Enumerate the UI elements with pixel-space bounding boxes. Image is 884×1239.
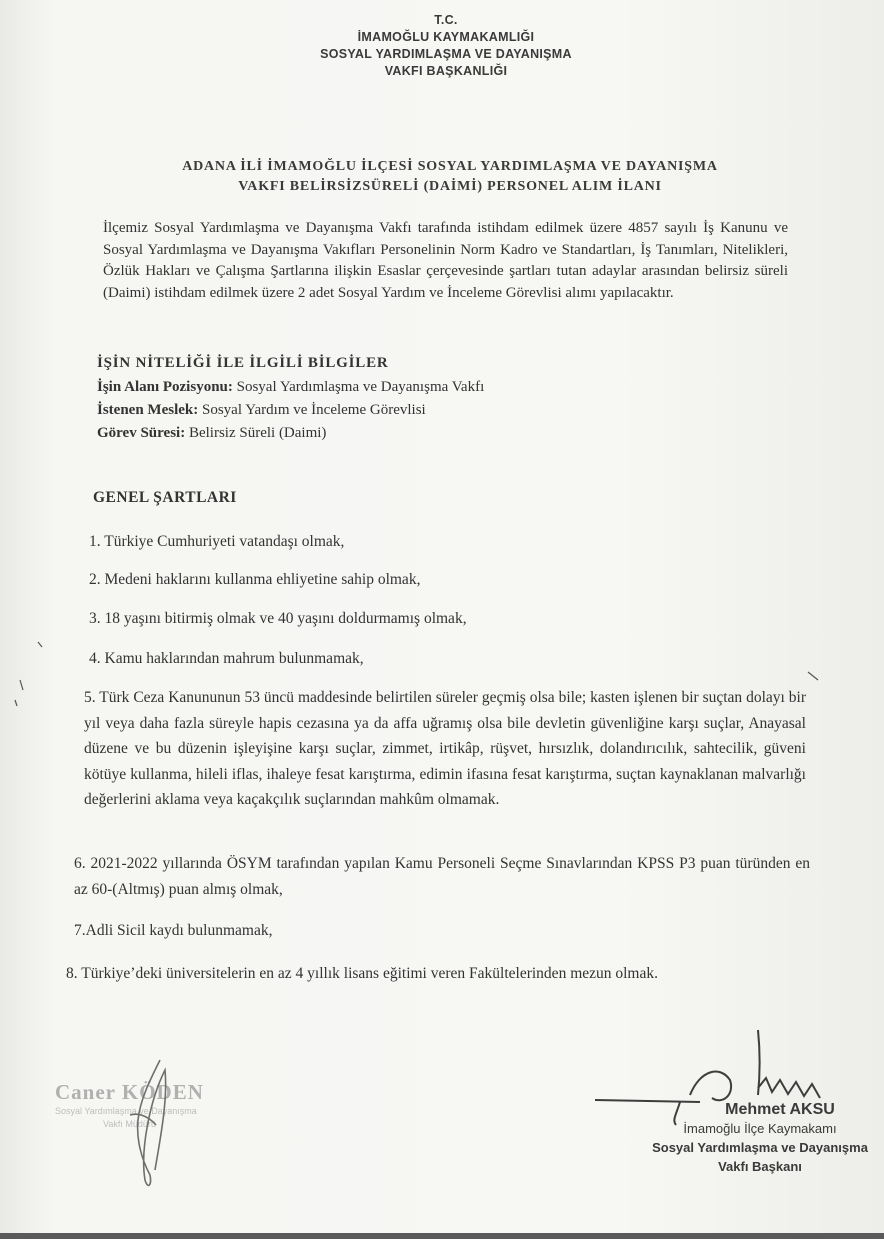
letterhead-line-1: T.C. <box>434 13 458 27</box>
general-conditions-heading: GENEL ŞARTLARI <box>93 489 237 506</box>
job-info-heading: İŞİN NİTELİĞİ İLE İLGİLİ BİLGİLER <box>97 355 389 371</box>
condition-item-5: 5. Türk Ceza Kanununun 53 üncü maddesinde belirtilen süreler geçmiş olsa bile; kasten işlenen bir suçtan dolayı bir yıl veya daha fazla süreyle hapis cezasına ya da affa uğramış olsa bile devletin güvenliğine karşı suçlar, Anayasal düzene ve bu düzenin işleyişine karşı suçlar, zimmet, irtikâp, rüşvet, hırsızlık, dolandırıcılık, sahtecilik, güveni kötüye kullanma, hileli iflas, ihaleye fesat karıştırma, edimin ifasına fesat karıştırma, suçtan kaynaklanan malvarlığı değerlerini aklama veya kaçakçılık suçlarından mahkûm olmamak. <box>84 689 806 808</box>
condition-item-8: 8. Türkiye’deki üniversitelerin en az 4 yıllık lisans eğitimi veren Fakültelerinden mezun olmak. <box>66 965 658 982</box>
profession-row <box>97 399 797 422</box>
condition-item-6: 6. 2021-2022 yıllarında ÖSYM tarafından yapılan Kamu Personeli Seçme Sınavlarından KPSS P3 puan türünden en az 60-(Altmış) puan almış olmak, <box>74 855 810 898</box>
duration-value: Belirsiz Süreli (Daimi) <box>188 425 327 441</box>
right-signer-name: Mehmet AKSU <box>725 1101 835 1118</box>
right-signer-line-2: Sosyal Yardımlaşma ve Dayanışma <box>652 1140 868 1155</box>
right-signature-block <box>640 1100 880 1176</box>
condition-item-3: 3. 18 yaşını bitirmiş olmak ve 40 yaşını doldurmamış olmak, <box>89 610 467 627</box>
letterhead-line-4: VAKFI BAŞKANLIĞI <box>384 64 508 78</box>
title-line-1: ADANA İLİ İMAMOĞLU İLÇESİ SOSYAL YARDIMLAŞMA VE DAYANIŞMA <box>182 159 718 174</box>
right-signer-line-1: İmamoğlu İlçe Kaymakamı <box>683 1121 837 1136</box>
left-signer-line-1: Sosyal Yardımlaşma ve Dayanışma <box>55 1106 197 1116</box>
profession-label: İstenen Meslek: <box>97 402 199 418</box>
letterhead <box>0 12 884 80</box>
condition-item-2: 2. Medeni haklarını kullanma ehliyetine sahip olmak, <box>89 571 421 588</box>
profession-value: Sosyal Yardım ve İnceleme Görevlisi <box>202 402 426 418</box>
duration-label: Görev Süresi: <box>97 425 186 441</box>
letterhead-line-2: İMAMOĞLU KAYMAKAMLIĞI <box>357 30 535 44</box>
duration-row <box>97 422 797 445</box>
right-signer-line-3: Vakfı Başkanı <box>718 1159 802 1174</box>
position-value: Sosyal Yardımlaşma ve Dayanışma Vakfı <box>236 379 485 395</box>
title-line-2: VAKFI BELİRSİZSÜRELİ (DAİMİ) PERSONEL ALIM İLANI <box>238 179 662 194</box>
letterhead-line-3: SOSYAL YARDIMLAŞMA VE DAYANIŞMA <box>320 47 572 61</box>
condition-item-4: 4. Kamu haklarından mahrum bulunmamak, <box>89 650 364 667</box>
condition-item-7: 7.Adli Sicil kaydı bulunmamak, <box>74 922 273 939</box>
job-info-section <box>97 352 797 445</box>
announcement-title <box>110 157 790 197</box>
position-row <box>97 376 797 399</box>
page-bottom-edge <box>0 1233 884 1239</box>
left-signer-line-2: Vakfı Müdürü <box>103 1119 156 1129</box>
left-signer-name: Caner KÖDEN <box>55 1080 204 1104</box>
condition-item-1: 1. Türkiye Cumhuriyeti vatandaşı olmak, <box>89 533 345 550</box>
position-label: İşin Alanı Pozisyonu: <box>97 379 233 395</box>
left-signature-stamp <box>55 1080 245 1131</box>
intro-paragraph: İlçemiz Sosyal Yardımlaşma ve Dayanışma Vakfı tarafında istihdam edilmek üzere 4857 sayılı İş Kanunu ve Sosyal Yardımlaşma ve Dayanışma Vakıfları Personelinin Norm Kadro ve Standartları, İş Tanımları, Nitelikleri, Özlük Hakları ve Çalışma Şartlarına ilişkin Esaslar çerçevesinde şartları tutan adaylar arasından belirsiz süreli (Daimi) istihdam edilmek üzere 2 adet Sosyal Yardım ve İnceleme Görevlisi alımı yapılacaktır. <box>103 220 788 301</box>
